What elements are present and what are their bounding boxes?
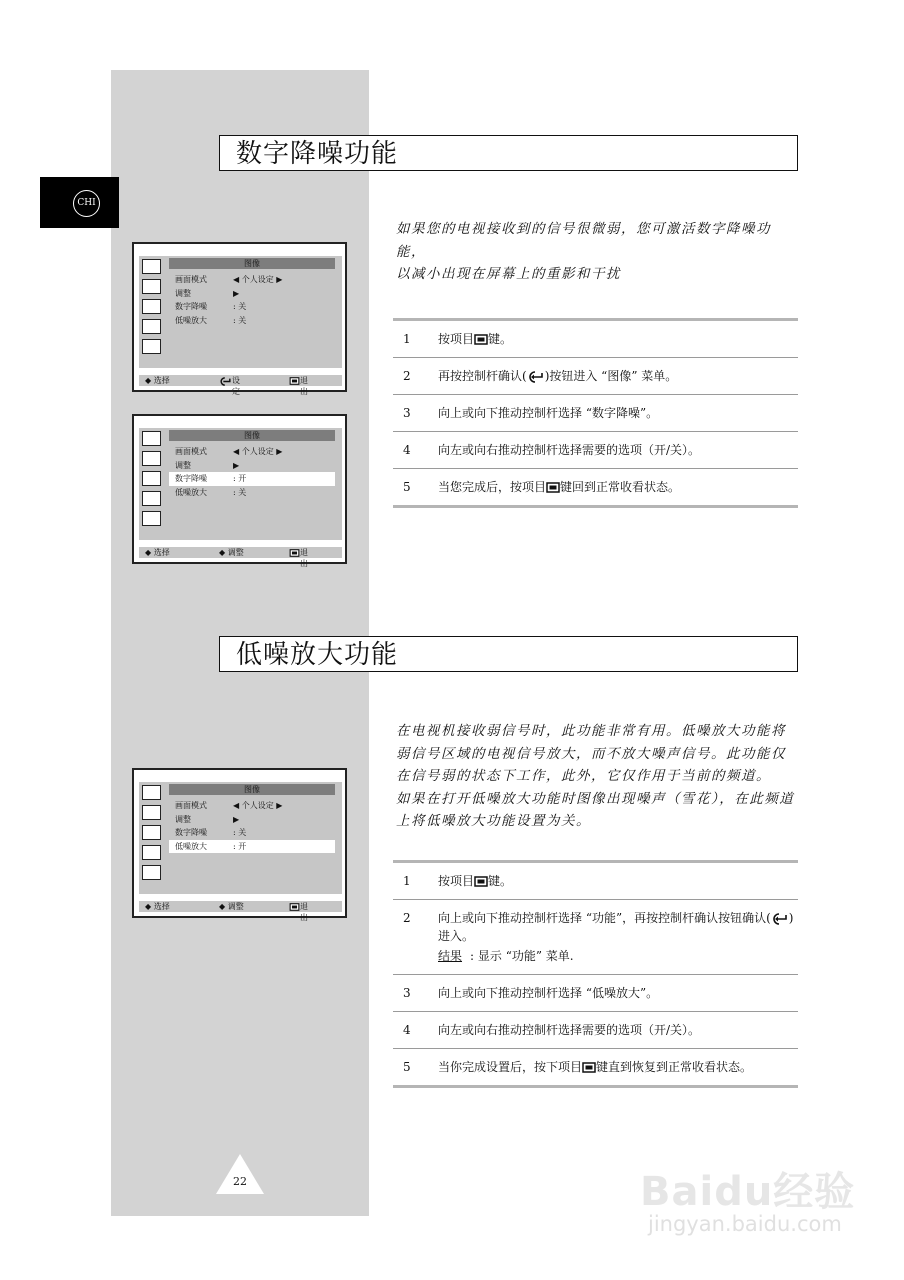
menu-button-icon — [289, 377, 300, 385]
intro-lna — [396, 720, 800, 833]
tv-menu-screenshot — [132, 414, 347, 568]
channel-icon — [142, 471, 161, 486]
menu-row-highlighted: 数字降噪 : 开 — [169, 472, 335, 486]
menu-icon-column — [142, 431, 165, 531]
step-text: 按项目 键。 — [438, 332, 513, 346]
sound-icon — [142, 451, 161, 466]
step-text: 当您完成后，按项目 键回到正常收看状态。 — [438, 480, 681, 494]
step-text: 再按控制杆确认( )按钮进入 “图像” 菜单。 — [438, 369, 678, 383]
menu-rows — [169, 799, 335, 853]
tv-menu-screenshot — [132, 242, 347, 396]
watermark-url: jingyan.baidu.com — [648, 1212, 842, 1236]
menu-row: 调整 ▶ — [175, 288, 240, 298]
step-row — [393, 974, 798, 1011]
menu-title: 图像 — [169, 430, 335, 441]
step-row — [393, 357, 798, 394]
page-number: 22 — [233, 1175, 247, 1188]
menu-button-icon — [546, 482, 560, 493]
section-title-digital-nr: 数字降噪功能 — [219, 135, 798, 171]
menu-panel — [139, 782, 342, 894]
menu-button-icon — [289, 903, 300, 911]
menu-button-icon — [582, 1062, 596, 1073]
footer-action: ◆ 调整 — [219, 548, 244, 557]
enter-button-icon — [527, 371, 545, 383]
menu-row: 低噪放大 : 关 — [175, 487, 247, 497]
menu-rows — [169, 273, 335, 327]
step-number: 5 — [403, 1060, 411, 1074]
step-number: 3 — [403, 406, 411, 420]
menu-rows — [169, 445, 335, 499]
step-number: 5 — [403, 480, 411, 494]
footer-action: 设定 — [219, 375, 232, 386]
footer-exit: 退出 — [289, 547, 300, 558]
step-row — [393, 468, 798, 505]
menu-icon-column — [142, 785, 165, 885]
tv-menu-screenshot — [132, 768, 347, 922]
menu-panel — [139, 256, 342, 368]
step-row — [393, 431, 798, 468]
step-row — [393, 899, 798, 974]
footer-select: ◆ 选择 — [145, 902, 170, 911]
menu-button-icon — [474, 876, 488, 887]
setup-icon — [142, 339, 161, 354]
picture-icon — [142, 259, 161, 274]
step-number: 4 — [403, 443, 411, 457]
step-row — [393, 321, 798, 357]
menu-title: 图像 — [169, 784, 335, 795]
step-text: 当你完成设置后，按下项目 键直到恢复到正常收看状态。 — [438, 1060, 753, 1074]
watermark-logo: Baidu经验 — [640, 1169, 856, 1215]
enter-button-icon — [771, 913, 789, 925]
step-row — [393, 1011, 798, 1048]
step-text: 向上或向下推动控制杆选择 “数字降噪”。 — [438, 406, 659, 420]
step-row — [393, 863, 798, 899]
step-text: 向左或向右推动控制杆选择需要的选项（开/关）。 — [438, 1023, 701, 1037]
menu-footer — [139, 375, 342, 396]
result-label: 结果 — [438, 949, 463, 963]
step-result — [438, 947, 796, 965]
menu-button-icon — [474, 334, 488, 345]
channel-icon — [142, 825, 161, 840]
menu-panel — [139, 428, 342, 540]
step-number: 4 — [403, 1023, 411, 1037]
footer-exit: 退出 — [289, 901, 300, 912]
menu-icon-column — [142, 259, 165, 359]
step-row — [393, 394, 798, 431]
footer-action: ◆ 调整 — [219, 902, 244, 911]
result-text: : 显示 “功能” 菜单. — [470, 949, 574, 963]
function-icon — [142, 491, 161, 506]
menu-title: 图像 — [169, 258, 335, 269]
setup-icon — [142, 511, 161, 526]
step-number: 1 — [403, 332, 411, 346]
enter-button-icon — [219, 377, 232, 386]
menu-row: 画面模式 ◀ 个人设定 ▶ — [175, 801, 283, 810]
menu-row-highlighted: 低噪放大 : 开 — [169, 840, 335, 854]
footer-exit: 退出 — [289, 375, 300, 386]
channel-icon — [142, 299, 161, 314]
menu-row: 低噪放大 : 关 — [175, 315, 247, 325]
menu-row: 数字降噪 : 关 — [175, 302, 247, 311]
menu-row: 调整 ▶ — [175, 460, 240, 470]
menu-row: 画面模式 ◀ 个人设定 ▶ — [175, 275, 283, 284]
picture-icon — [142, 431, 161, 446]
language-badge: CHI — [73, 190, 100, 217]
menu-row: 数字降噪 : 关 — [175, 828, 247, 837]
steps-lna — [393, 860, 798, 1088]
sound-icon — [142, 805, 161, 820]
footer-select: ◆ 选择 — [145, 376, 170, 385]
step-text: 向上或向下推动控制杆选择 “功能”，再按控制杆确认按钮确认( )进入。 结果 : 显示 “功能” 菜单. — [438, 909, 798, 965]
function-icon — [142, 319, 161, 334]
function-icon — [142, 845, 161, 860]
menu-footer — [139, 547, 342, 568]
step-number: 2 — [403, 911, 411, 925]
step-text: 向左或向右推动控制杆选择需要的选项（开/关）。 — [438, 443, 701, 457]
intro-paragraph: 如果在打开低噪放大功能时图像出现噪声（雪花），在此频道上将低噪放大功能设置为关。 — [396, 790, 795, 829]
picture-icon — [142, 785, 161, 800]
page-number-marker — [216, 1154, 264, 1194]
intro-digital-nr — [396, 218, 800, 286]
menu-row: 画面模式 ◀ 个人设定 ▶ — [175, 447, 283, 456]
section-title-lna: 低噪放大功能 — [219, 636, 798, 672]
sound-icon — [142, 279, 161, 294]
setup-icon — [142, 865, 161, 880]
step-number: 3 — [403, 986, 411, 1000]
footer-select: ◆ 选择 — [145, 548, 170, 557]
step-number: 2 — [403, 369, 411, 383]
menu-row: 调整 ▶ — [175, 814, 240, 824]
intro-line: 以减小出现在屏幕上的重影和干扰 — [396, 266, 621, 282]
watermark — [640, 1150, 870, 1260]
intro-paragraph: 在电视机接收弱信号时，此功能非常有用。低噪放大功能将弱信号区域的电视信号放大，而不放大噪声信号。此功能仅在信号弱的状态下工作，此外，它仅作用于当前的频道。 — [396, 723, 786, 784]
step-row — [393, 1048, 798, 1085]
step-number: 1 — [403, 874, 411, 888]
intro-line: 如果您的电视接收到的信号很微弱，您可激活数字降噪功能， — [396, 221, 771, 260]
step-text: 按项目 键。 — [438, 874, 513, 888]
step-text: 向上或向下推动控制杆选择 “低噪放大”。 — [438, 986, 659, 1000]
menu-footer — [139, 901, 342, 922]
steps-digital-nr — [393, 318, 798, 508]
menu-button-icon — [289, 549, 300, 557]
